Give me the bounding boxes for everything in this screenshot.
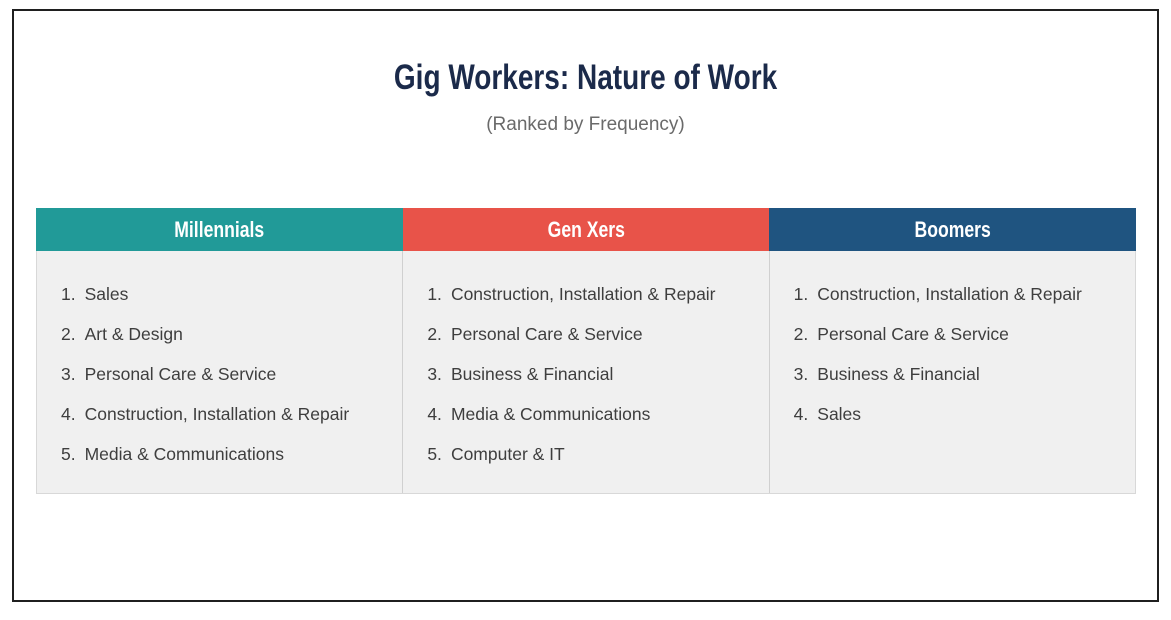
list-item xyxy=(794,314,1127,354)
item-label: Sales xyxy=(817,403,862,424)
column-header-millennials-label: Millennials xyxy=(174,216,265,242)
rank-number: 4. xyxy=(427,403,442,424)
column-millennials xyxy=(37,251,402,493)
list-item xyxy=(61,314,394,354)
list-item xyxy=(427,314,760,354)
rank-number: 1. xyxy=(793,283,809,304)
rank-number: 3. xyxy=(61,363,76,384)
rank-number: 3. xyxy=(427,363,442,384)
rank-number: 1. xyxy=(427,283,442,304)
title-row xyxy=(0,58,1171,98)
item-label: Business & Financial xyxy=(450,363,614,384)
page-title: Gig Workers: Nature of Work xyxy=(393,58,778,97)
column-boomers xyxy=(769,251,1135,493)
list-item xyxy=(794,394,1127,434)
table-header-row xyxy=(36,208,1136,251)
rank-number: 2. xyxy=(61,323,76,344)
item-label: Art & Design xyxy=(84,323,183,344)
list-item xyxy=(427,274,760,314)
rank-number: 3. xyxy=(793,363,809,384)
column-header-genxers-label: Gen Xers xyxy=(547,216,625,242)
rank-number: 1. xyxy=(61,283,76,304)
rank-number: 2. xyxy=(427,323,442,344)
column-header-boomers xyxy=(769,208,1136,251)
ranking-table xyxy=(36,208,1136,494)
list-item xyxy=(427,354,760,394)
item-label: Personal Care & Service xyxy=(817,323,1009,344)
list-item xyxy=(794,274,1127,314)
item-label: Construction, Installation & Repair xyxy=(450,283,716,304)
rank-number: 5. xyxy=(61,443,76,464)
list-item xyxy=(427,434,760,474)
list-item xyxy=(794,354,1127,394)
column-header-genxers xyxy=(403,208,770,251)
millennials-list xyxy=(37,251,402,474)
list-item xyxy=(61,434,394,474)
column-header-millennials xyxy=(36,208,403,251)
item-label: Media & Communications xyxy=(450,403,651,424)
item-label: Media & Communications xyxy=(84,443,284,464)
subtitle: (Ranked by Frequency) xyxy=(486,114,685,135)
column-genxers xyxy=(402,251,768,493)
list-item xyxy=(61,274,394,314)
rank-number: 4. xyxy=(793,403,809,424)
boomers-list xyxy=(770,251,1135,434)
item-label: Construction, Installation & Repair xyxy=(84,403,350,424)
column-header-boomers-label: Boomers xyxy=(914,216,991,242)
rank-number: 2. xyxy=(793,323,809,344)
item-label: Computer & IT xyxy=(450,443,565,464)
list-item xyxy=(61,354,394,394)
item-label: Personal Care & Service xyxy=(84,363,277,384)
genxers-list xyxy=(403,251,768,474)
item-label: Construction, Installation & Repair xyxy=(817,283,1082,304)
table-body-row xyxy=(36,251,1136,494)
item-label: Sales xyxy=(84,283,129,304)
list-item xyxy=(61,394,394,434)
item-label: Personal Care & Service xyxy=(450,323,643,344)
rank-number: 5. xyxy=(427,443,442,464)
list-item xyxy=(427,394,760,434)
item-label: Business & Financial xyxy=(817,363,980,384)
rank-number: 4. xyxy=(61,403,76,424)
